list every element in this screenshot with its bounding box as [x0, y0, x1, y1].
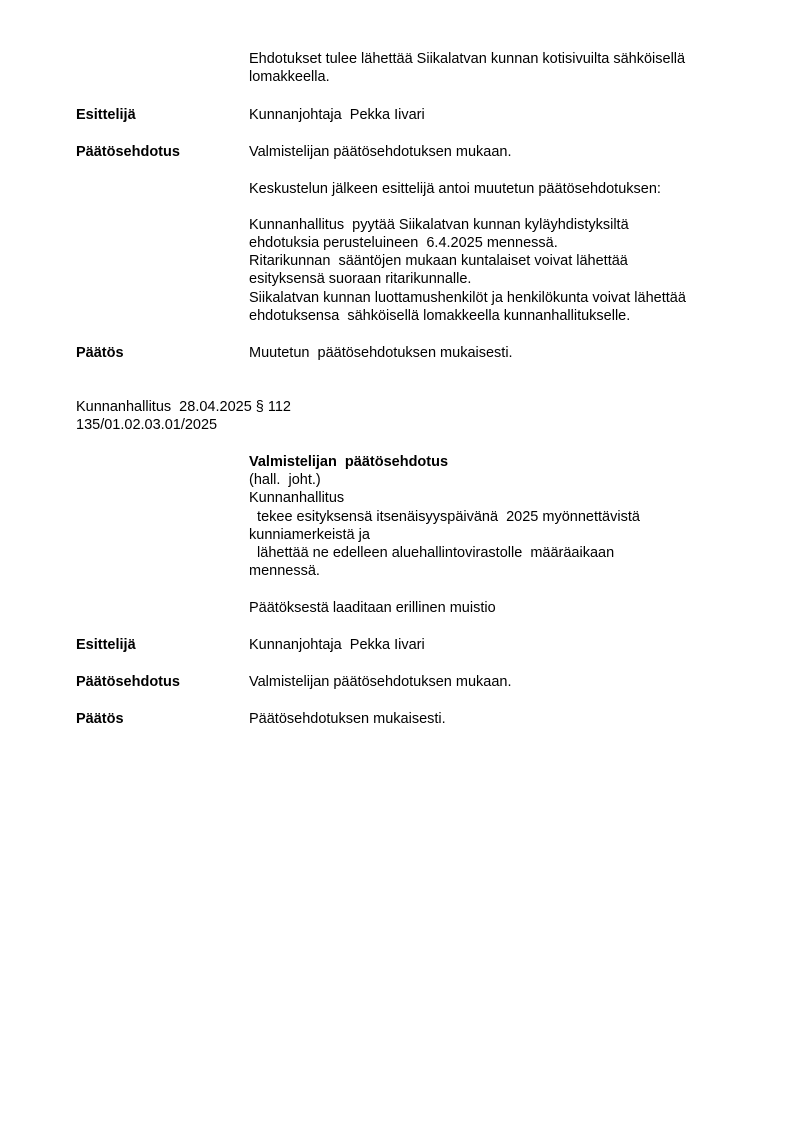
- esittelija-label-2: Esittelijä: [76, 637, 136, 653]
- diary-number: 135/01.02.03.01/2025: [76, 417, 218, 433]
- proposal-line-3: tekee esityksensä itsenäisyyspäivänä 2025 myönnettävistä: [249, 509, 640, 525]
- proposal-line-2: Kunnanhallitus: [249, 490, 345, 506]
- meeting-reference: Kunnanhallitus 28.04.2025 § 112: [76, 399, 291, 415]
- paatosehdotus-label-2: Päätösehdotus: [76, 674, 180, 690]
- muutettu-line-2: ehdotuksia perusteluineen 6.4.2025 mennessä.: [249, 235, 558, 251]
- paatos-value-2: Päätösehdotuksen mukaisesti.: [249, 711, 446, 727]
- proposal-heading: Valmistelijan päätösehdotus: [249, 454, 449, 470]
- paatos-value: Muutetun päätösehdotuksen mukaisesti.: [249, 345, 513, 361]
- paatosehdotus-label: Päätösehdotus: [76, 144, 180, 160]
- intro-text-line-2: lomakkeella.: [249, 69, 330, 85]
- esittelija-value-2: Kunnanjohtaja Pekka Iivari: [249, 637, 425, 653]
- proposal-line-4: kunniamerkeistä ja: [249, 527, 370, 543]
- keskustelu-text: Keskustelun jälkeen esittelijä antoi muutetun päätösehdotuksen:: [249, 181, 661, 197]
- muistio-text: Päätöksestä laaditaan erillinen muistio: [249, 600, 496, 616]
- proposal-line-1: (hall. joht.): [249, 472, 321, 488]
- esittelija-label: Esittelijä: [76, 107, 136, 123]
- intro-text-line-1: Ehdotukset tulee lähettää Siikalatvan kunnan kotisivuilta sähköisellä: [249, 51, 686, 67]
- muutettu-line-4: esityksensä suoraan ritarikunnalle.: [249, 271, 472, 287]
- paatosehdotus-value-2: Valmistelijan päätösehdotuksen mukaan.: [249, 674, 512, 690]
- paatos-label-2: Päätös: [76, 711, 124, 727]
- proposal-line-6: mennessä.: [249, 563, 320, 579]
- muutettu-line-1: Kunnanhallitus pyytää Siikalatvan kunnan kyläyhdistyksiltä: [249, 217, 629, 233]
- muutettu-line-3: Ritarikunnan sääntöjen mukaan kuntalaiset voivat lähettää: [249, 253, 628, 269]
- paatos-label: Päätös: [76, 345, 124, 361]
- esittelija-value: Kunnanjohtaja Pekka Iivari: [249, 107, 425, 123]
- paatosehdotus-value: Valmistelijan päätösehdotuksen mukaan.: [249, 144, 512, 160]
- muutettu-line-6: ehdotuksensa sähköisellä lomakkeella kunnanhallitukselle.: [249, 308, 631, 324]
- muutettu-line-5: Siikalatvan kunnan luottamushenkilöt ja henkilökunta voivat lähettää: [249, 290, 686, 306]
- proposal-line-5: lähettää ne edelleen aluehallintovirastolle määräaikaan: [249, 545, 615, 561]
